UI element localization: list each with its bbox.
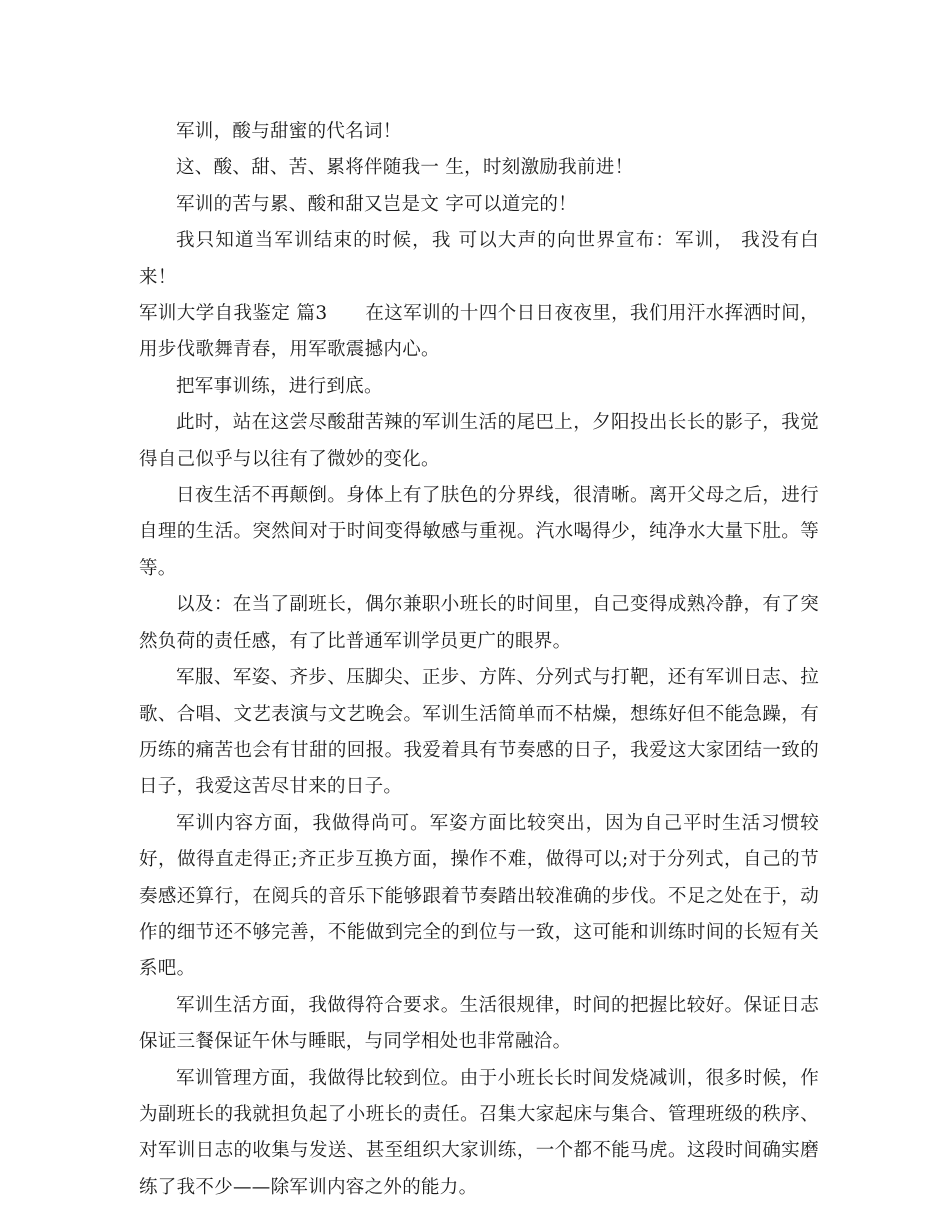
paragraph: 军训管理方面，我做得比较到位。由于小班长长时间发烧减训，很多时候，作为副班长的我就担负起了小班长的责任。召集大家起床与集合、管理班级的秩序、对军训日志的收集与发送、甚至组织大家训练，一个都不能马虎。这段时间确实磨练了我不少——除军训内容之外的能力。 — [139, 1067, 819, 1198]
paragraph: 日夜生活不再颠倒。身体上有了肤色的分界线，很清晰。离开父母之后，进行自理的生活。突然间对于时间变得敏感与重视。汽水喝得少，纯净水大量下肚。等等。 — [139, 485, 819, 579]
paragraph: 军训，酸与甜蜜的代名词！ — [176, 121, 402, 142]
paragraph: 军服、军姿、齐步、压脚尖、正步、方阵、分列式与打靶，还有军训日志、拉歌、合唱、文艺表演与文艺晚会。军训生活简单而不枯燥，想练好但不能急躁，有历练的痛苦也会有甘甜的回报。我爱着具有节奏感的日子，我爱这大家团结一致的日子，我爱这苦尽甘来的日子。 — [139, 667, 819, 798]
paragraph: 军训内容方面，我做得尚可。军姿方面比较突出，因为自己平时生活习惯较好，做得直走得正;齐正步互换方面，操作不难，做得可以;对于分列式，自己的节奏感还算行，在阅兵的音乐下能够跟着节奏踏出较准确的步伐。不足之处在于，动作的细节还不够完善，不能做到完全的到位与一致，这可能和训练时间的长短有关系吧。 — [139, 812, 819, 980]
paragraph: 军训生活方面，我做得符合要求。生活很规律，时间的把握比较好。保证日志保证三餐保证午休与睡眠，与同学相处也非常融洽。 — [139, 994, 819, 1053]
paragraph: 我只知道当军训结束的时候，我 可以大声的向世界宣布：军训， 我没有白来！ — [139, 230, 819, 288]
document-body — [139, 114, 819, 1206]
paragraph: 此时，站在这尝尽酸甜苦辣的军训生活的尾巴上，夕阳投出长长的影子，我觉得自己似乎与以往有了微妙的变化。 — [139, 412, 819, 470]
paragraph: 军训的苦与累、酸和甜又岂是文 字可以道完的！ — [176, 193, 577, 215]
paragraph: 以及：在当了副班长，偶尔兼职小班长的时间里，自己变得成熟冷静，有了突然负荷的责任感，有了比普通军训学员更广的眼界。 — [139, 594, 819, 652]
paragraph: 把军事训练，进行到底。 — [176, 375, 383, 397]
section-heading-paragraph: 军训大学自我鉴定 篇3 在这军训的十四个日日夜夜里，我们用汗水挥洒时间，用步伐歌舞青春，用军歌震撼内心。 — [139, 303, 819, 361]
paragraph: 这、酸、甜、苦、累将伴随我一 生，时刻激励我前进！ — [176, 157, 634, 179]
